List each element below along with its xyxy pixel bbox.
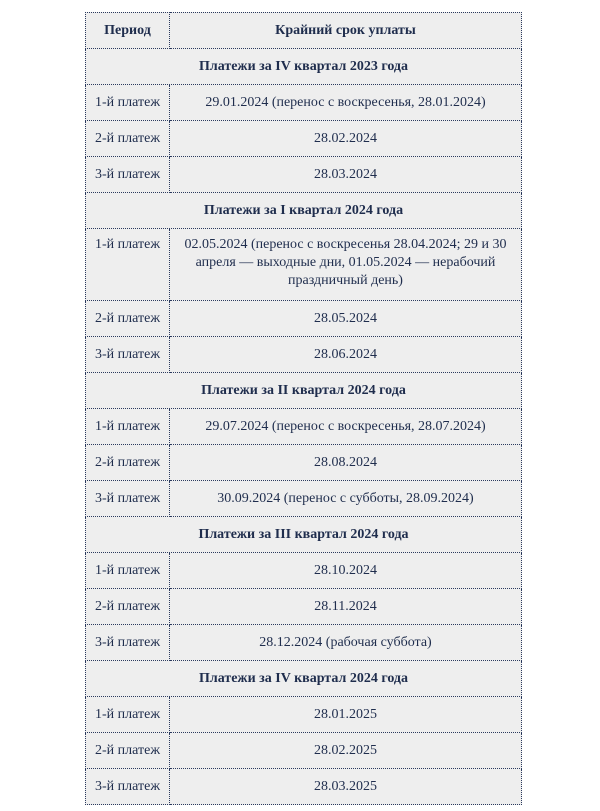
deadline-cell: 30.09.2024 (перенос с субботы, 28.09.2024) bbox=[170, 481, 522, 517]
table-row bbox=[86, 121, 522, 157]
deadline-cell: 02.05.2024 (перенос с воскресенья 28.04.2024; 29 и 30 апреля — выходные дни, 01.05.2024 — нерабочий праздничный день) bbox=[170, 229, 522, 301]
table-row bbox=[86, 85, 522, 121]
header-period: Период bbox=[86, 13, 170, 49]
table-row bbox=[86, 553, 522, 589]
group-title: Платежи за I квартал 2024 года bbox=[86, 193, 522, 229]
period-cell: 2-й платеж bbox=[86, 121, 170, 157]
group-title: Платежи за IV квартал 2024 года bbox=[86, 661, 522, 697]
group-title: Платежи за III квартал 2024 года bbox=[86, 517, 522, 553]
period-cell: 2-й платеж bbox=[86, 733, 170, 769]
header-deadline: Крайний срок уплаты bbox=[170, 13, 522, 49]
table-row bbox=[86, 697, 522, 733]
deadline-cell: 28.11.2024 bbox=[170, 589, 522, 625]
payment-deadlines-table bbox=[85, 12, 522, 805]
deadline-cell: 28.10.2024 bbox=[170, 553, 522, 589]
group-header-row bbox=[86, 517, 522, 553]
table-header-row bbox=[86, 13, 522, 49]
table-row bbox=[86, 733, 522, 769]
period-cell: 1-й платеж bbox=[86, 697, 170, 733]
period-cell: 2-й платеж bbox=[86, 301, 170, 337]
table-row bbox=[86, 157, 522, 193]
period-cell: 1-й платеж bbox=[86, 553, 170, 589]
deadline-cell: 29.07.2024 (перенос с воскресенья, 28.07.2024) bbox=[170, 409, 522, 445]
deadline-cell: 28.12.2024 (рабочая суббота) bbox=[170, 625, 522, 661]
deadline-cell: 28.05.2024 bbox=[170, 301, 522, 337]
period-cell: 3-й платеж bbox=[86, 481, 170, 517]
period-cell: 2-й платеж bbox=[86, 589, 170, 625]
group-title: Платежи за IV квартал 2023 года bbox=[86, 49, 522, 85]
deadline-cell: 28.02.2025 bbox=[170, 733, 522, 769]
deadline-cell: 28.02.2024 bbox=[170, 121, 522, 157]
group-title: Платежи за II квартал 2024 года bbox=[86, 373, 522, 409]
period-cell: 3-й платеж bbox=[86, 157, 170, 193]
table-row bbox=[86, 337, 522, 373]
period-cell: 3-й платеж bbox=[86, 769, 170, 805]
table-row bbox=[86, 625, 522, 661]
group-header-row bbox=[86, 193, 522, 229]
table-row bbox=[86, 229, 522, 301]
table-row bbox=[86, 481, 522, 517]
table-row bbox=[86, 445, 522, 481]
period-cell: 1-й платеж bbox=[86, 409, 170, 445]
deadline-cell: 28.01.2025 bbox=[170, 697, 522, 733]
deadline-cell: 28.03.2025 bbox=[170, 769, 522, 805]
period-cell: 3-й платеж bbox=[86, 337, 170, 373]
deadline-cell: 28.03.2024 bbox=[170, 157, 522, 193]
deadline-cell: 28.08.2024 bbox=[170, 445, 522, 481]
table-row bbox=[86, 409, 522, 445]
group-header-row bbox=[86, 373, 522, 409]
period-cell: 2-й платеж bbox=[86, 445, 170, 481]
group-header-row bbox=[86, 49, 522, 85]
period-cell: 3-й платеж bbox=[86, 625, 170, 661]
deadline-cell: 28.06.2024 bbox=[170, 337, 522, 373]
table-row bbox=[86, 769, 522, 805]
group-header-row bbox=[86, 661, 522, 697]
deadline-cell: 29.01.2024 (перенос с воскресенья, 28.01.2024) bbox=[170, 85, 522, 121]
period-cell: 1-й платеж bbox=[86, 85, 170, 121]
period-cell: 1-й платеж bbox=[86, 229, 170, 301]
table-row bbox=[86, 589, 522, 625]
table-row bbox=[86, 301, 522, 337]
